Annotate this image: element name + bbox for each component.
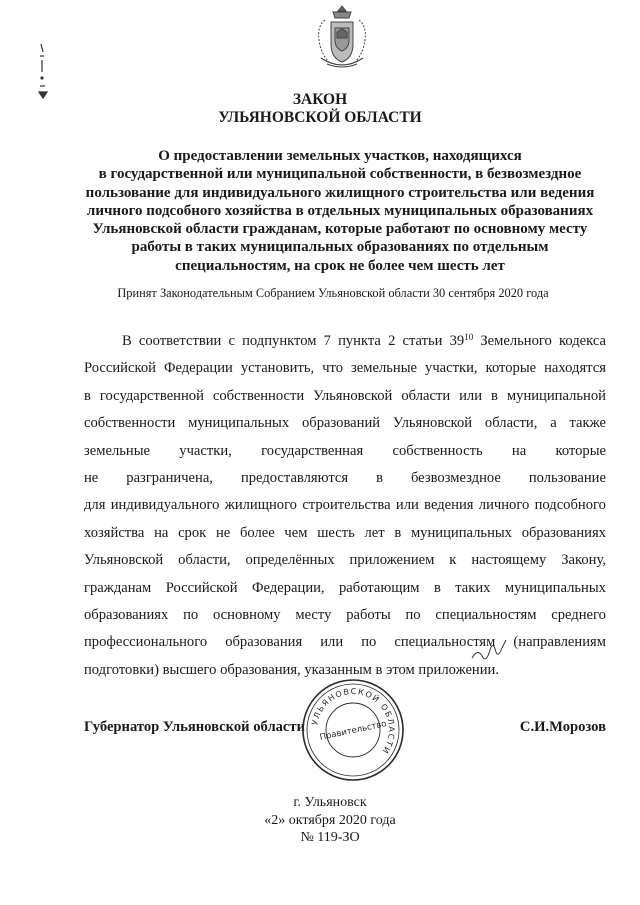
law-title-line-1: ЗАКОН: [292, 91, 348, 108]
body-word: работающим: [339, 579, 420, 596]
body-word: области,: [178, 552, 231, 569]
law-subject: [60, 147, 620, 275]
adoption-note: Принят Законодательным Собранием Ульяновской области 30 сентября 2020 года: [117, 286, 549, 300]
seal-center-text: Правительство: [318, 719, 388, 743]
body-line: [84, 629, 606, 656]
body-word: собственность: [392, 442, 483, 459]
subject-line: личного подсобного хозяйства в отдельных муниципальных образованиях: [86, 202, 594, 219]
body-word: на: [511, 442, 527, 459]
body-word: образованиях: [84, 606, 169, 623]
body-word: или: [320, 634, 344, 651]
body-word: для: [84, 497, 106, 514]
body-word: определённых: [245, 552, 335, 569]
footer-date: «2» октября 2020 года: [264, 812, 396, 828]
body-word: собственности: [84, 415, 176, 432]
body-word: специальностям: [394, 634, 496, 651]
body-word: пункта: [338, 333, 381, 349]
body-word: Ульяновской: [84, 552, 164, 569]
body-word: 7: [323, 333, 331, 349]
governor-title: Губернатор Ульяновской области: [84, 719, 305, 735]
body-word: Федерации,: [252, 579, 325, 596]
body-word: в: [433, 579, 441, 596]
body-word: среднего: [551, 606, 606, 623]
body-word: Российской: [165, 579, 238, 596]
subject-line: в государственной или муниципальной собственности, в безвозмездное: [98, 166, 582, 183]
body-word: собственности: [212, 387, 305, 404]
body-line: [84, 492, 606, 519]
body-word: пользование: [528, 469, 606, 486]
body-line: [84, 575, 606, 602]
body-line-first: [84, 328, 606, 355]
body-word: Федерации: [163, 360, 233, 377]
handwritten-signature-icon: [468, 636, 512, 666]
body-word: муниципальных: [410, 524, 512, 541]
body-word: или: [459, 387, 483, 404]
body-word: участки,: [425, 360, 478, 377]
governor-name: С.И.Морозов: [519, 719, 606, 735]
body-word: образования: [225, 634, 303, 651]
body-line: [84, 547, 606, 574]
body-word: личного: [478, 497, 530, 514]
body-word: с: [228, 333, 235, 349]
body-word: безвозмездное: [410, 469, 501, 486]
footer-city: г. Ульяновск: [293, 795, 367, 810]
body-line: [84, 520, 606, 547]
body-word: ведения: [424, 497, 474, 514]
body-word: таких: [455, 579, 491, 596]
body-word: участки,: [179, 442, 232, 459]
subject-line: Ульяновской области гражданам, которые работают по основному месту: [92, 221, 588, 238]
body-word: в: [376, 469, 383, 486]
body-word: или: [395, 497, 419, 514]
body-word: более: [239, 524, 275, 541]
body-line: [84, 410, 606, 437]
body-word: области: [401, 387, 451, 404]
body-word: приложением: [349, 552, 435, 569]
body-word: индивидуального: [110, 497, 220, 514]
body-word: что: [322, 360, 344, 377]
body-word: в: [394, 524, 402, 541]
body-word: шесть: [317, 524, 355, 541]
body-word: Ульяновской: [392, 415, 473, 432]
subject-line: специальностям, на срок не более чем шесть лет: [175, 257, 505, 274]
footer-number: № 119-ЗО: [300, 830, 360, 845]
body-word: Российской: [84, 360, 156, 377]
official-seal-icon: [298, 675, 408, 785]
body-word: В: [122, 333, 132, 349]
body-word: к: [449, 552, 457, 569]
law-title-line-2: УЛЬЯНОВСКОЙ ОБЛАСТИ: [218, 109, 422, 126]
body-word: муниципальной: [506, 387, 606, 404]
body-word: основному: [213, 606, 281, 623]
body-word: жилищного: [224, 497, 297, 514]
body-word: гражданам: [84, 579, 152, 596]
body-word: специальностям: [435, 606, 537, 623]
body-word: профессионального: [84, 634, 208, 651]
body-word: в: [491, 387, 498, 404]
body-word: лет: [364, 524, 385, 541]
body-word: хозяйства: [84, 524, 145, 541]
document-footer: [200, 794, 460, 847]
body-word: кодекса: [558, 333, 606, 349]
body-word: в: [84, 387, 91, 404]
body-word: Ульяновской: [313, 387, 393, 404]
body-word: области,: [484, 415, 538, 432]
body-word: установить,: [240, 360, 315, 377]
body-lines: [84, 355, 606, 656]
subject-line: работы в таких муниципальных образованиях по отдельным: [131, 239, 549, 256]
article-number: [450, 328, 474, 355]
body-line-last: подготовки) высшего образования, указанным в этом приложении.: [84, 661, 500, 678]
body-line: [84, 355, 606, 382]
body-word: срок: [178, 524, 207, 541]
coat-of-arms-icon: [311, 2, 373, 72]
body-word: государственной: [99, 387, 204, 404]
body-word: строительства: [302, 497, 391, 514]
body-word: (направлениям: [513, 634, 606, 651]
body-word: статьи: [402, 333, 443, 349]
body-word: находятся: [544, 360, 606, 377]
seal-ring-text: УЛЬЯНОВСКОЙ ОБЛАСТИ: [310, 686, 397, 757]
subject-line: пользование для индивидуального жилищного строительства или ведения: [85, 184, 595, 201]
body-word: по: [183, 606, 199, 623]
body-word: разграничена,: [126, 469, 213, 486]
body-word: 2: [388, 333, 396, 349]
body-word: земельные: [84, 442, 150, 459]
body-word: чем: [284, 524, 308, 541]
body-word: которые: [485, 360, 537, 377]
body-word: муниципальных: [504, 579, 606, 596]
body-word: предоставляются: [240, 469, 349, 486]
body-word: подпунктом: [242, 333, 317, 349]
body-word: земельные: [351, 360, 418, 377]
body-word: Закону,: [561, 552, 606, 569]
body-word: Земельного: [480, 333, 552, 349]
body-word: подсобного: [534, 497, 606, 514]
body-word: настоящему: [471, 552, 547, 569]
body-line: [84, 465, 606, 492]
subject-line: О предоставлении земельных участков, находящихся: [158, 148, 522, 164]
body-word: образований: [302, 415, 381, 432]
body-word: а: [550, 415, 557, 432]
body-line: [84, 602, 606, 629]
body-word: которые: [555, 442, 606, 459]
body-word: муниципальных: [188, 415, 290, 432]
body-word: также: [569, 415, 606, 432]
body-word: на: [154, 524, 169, 541]
body-word: соответствии: [138, 333, 222, 349]
law-body: [84, 328, 606, 684]
body-word: образованиях: [521, 524, 606, 541]
body-line: [84, 383, 606, 410]
body-line: [84, 438, 606, 465]
body-word: не: [215, 524, 231, 541]
body-word: месту: [295, 606, 332, 623]
body-word: не: [84, 469, 99, 486]
law-title: [0, 91, 640, 127]
article-number-base: 39: [449, 333, 465, 349]
body-word: работы: [346, 606, 391, 623]
body-word: государственная: [261, 442, 364, 459]
body-word: по: [361, 634, 377, 651]
body-word: по: [405, 606, 421, 623]
article-number-superscript: 10: [464, 332, 474, 342]
